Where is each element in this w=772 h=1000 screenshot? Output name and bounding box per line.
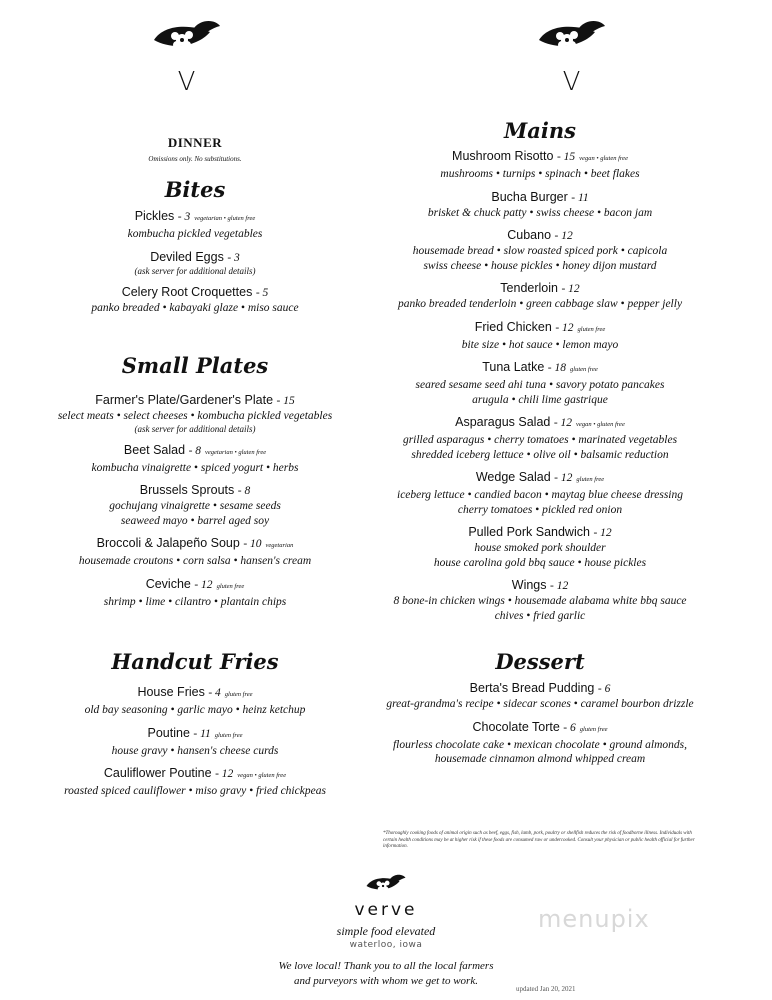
menu-item-price: - 6 bbox=[563, 721, 576, 734]
menu-item-name: Fried Chicken bbox=[474, 319, 552, 334]
menu-item bbox=[370, 189, 710, 221]
menu-item-price: - 3 bbox=[177, 211, 191, 223]
menu-item-heading bbox=[370, 227, 710, 244]
menu-item-heading bbox=[370, 319, 710, 338]
menu-item-price: - 11 bbox=[193, 727, 211, 740]
dietary-tags: vegan • gluten free bbox=[579, 155, 628, 162]
menu-item-price: - 11 bbox=[571, 191, 589, 204]
menu-item-name: Poutine bbox=[147, 725, 190, 740]
menu-item-price: - 12 bbox=[215, 768, 234, 780]
menu-item bbox=[20, 482, 370, 528]
dietary-tags: gluten free bbox=[577, 325, 606, 333]
menu-item-heading bbox=[370, 680, 710, 697]
bites-items bbox=[20, 208, 370, 315]
menu-item-price: - 3 bbox=[227, 251, 240, 264]
right-column bbox=[370, 118, 710, 774]
section-title-small-plates: Small Plates bbox=[121, 353, 269, 378]
menu-item-name: Chocolate Torte bbox=[472, 719, 560, 734]
menu-item-price: - 5 bbox=[255, 286, 269, 299]
menu-item-description: mushrooms • turnips • spinach • beet flakes bbox=[440, 168, 640, 180]
menu-item-price: - 10 bbox=[243, 538, 262, 550]
menu-item bbox=[370, 680, 710, 712]
menu-item bbox=[20, 392, 370, 435]
menu-item bbox=[20, 249, 370, 277]
menu-item-price: - 12 bbox=[555, 321, 574, 334]
menu-item-description: seared sesame seed ahi tuna • savory potato pancakes bbox=[415, 379, 665, 391]
menu-item-description: iceberg lettuce • candied bacon • maytag blue cheese dressing bbox=[397, 489, 683, 501]
dietary-tags: gluten free bbox=[214, 731, 243, 739]
menu-item-description: cherry tomatoes • pickled red onion bbox=[457, 503, 623, 516]
menu-item-description: house gravy • hansen's cheese curds bbox=[111, 744, 279, 757]
menu-item-heading bbox=[20, 765, 370, 784]
menu-item-heading bbox=[370, 148, 710, 167]
handcut-fries-section bbox=[20, 649, 370, 799]
menu-item-description: select meats • select cheeses • kombucha pickled vegetables bbox=[57, 410, 333, 422]
flower-leaf-icon bbox=[535, 18, 609, 62]
menu-item-price: - 4 bbox=[208, 687, 221, 699]
menu-item-name: Tenderloin bbox=[500, 281, 558, 295]
menu-item-description: grilled asparagus • cherry tomatoes • marinated vegetables bbox=[402, 434, 678, 446]
menu-item bbox=[20, 684, 370, 718]
menu-item-description: housemade croutons • corn salsa • hansen's cream bbox=[78, 555, 312, 567]
menu-item-description: swiss cheese • house pickles • honey dijon mustard bbox=[423, 259, 657, 272]
menu-item-description: house smoked pork shoulder bbox=[474, 542, 606, 554]
menu-item bbox=[370, 524, 710, 570]
dietary-tags: gluten free bbox=[576, 476, 605, 483]
menu-item-heading bbox=[20, 284, 370, 301]
menu-item-name: Farmer's Plate/Gardener's Plate bbox=[95, 393, 274, 407]
menu-item-heading bbox=[20, 725, 370, 744]
dietary-tags: vegetarian • gluten free bbox=[205, 448, 267, 456]
dietary-tags: vegan • gluten free bbox=[237, 772, 287, 779]
menu-item bbox=[370, 319, 710, 353]
menu-item-name: Deviled Eggs bbox=[150, 249, 224, 264]
menu-item-heading bbox=[370, 577, 710, 594]
dietary-tags: vegetarian bbox=[265, 542, 294, 549]
menu-item bbox=[20, 765, 370, 799]
menu-item bbox=[370, 148, 710, 182]
footer bbox=[236, 873, 536, 989]
menu-item-heading bbox=[370, 524, 710, 541]
menu-item-heading bbox=[20, 535, 370, 554]
menu-item-name: Celery Root Croquettes bbox=[121, 284, 253, 299]
menu-item-description: gochujang vinaigrette • sesame seeds bbox=[109, 500, 281, 512]
dessert-items bbox=[370, 680, 710, 767]
menu-item bbox=[20, 442, 370, 476]
menu-item-description: housemade bread • slow roasted spiced pork • capicola bbox=[412, 245, 668, 257]
menu-item-description: chives • fried garlic bbox=[494, 609, 586, 622]
bites-section bbox=[20, 177, 370, 315]
logo-left bbox=[150, 18, 224, 98]
menu-item-heading bbox=[370, 189, 710, 206]
menu-item-heading bbox=[370, 280, 710, 297]
menu-item-description: roasted spiced cauliflower • miso gravy • fried chickpeas bbox=[64, 785, 326, 797]
menu-item-price: - 12 bbox=[554, 472, 573, 484]
menu-item-name: Cauliflower Poutine bbox=[103, 766, 212, 780]
section-title-dessert: Dessert bbox=[495, 649, 585, 674]
thanks-line-1: We love local! Thank you to all the local farmers bbox=[278, 960, 494, 972]
menu-item-price: - 8 bbox=[237, 485, 251, 497]
menu-item-name: Asparagus Salad bbox=[455, 415, 551, 429]
menu-item-price: - 12 bbox=[593, 527, 612, 539]
menu-item-heading bbox=[370, 359, 710, 378]
menu-item-name: Pickles bbox=[134, 209, 175, 223]
menu-item-note: (ask server for additional details) bbox=[134, 265, 256, 276]
menu-item-name: Cubano bbox=[507, 228, 552, 242]
menu-item-heading bbox=[20, 576, 370, 595]
menu-item bbox=[20, 208, 370, 242]
menu-item-note: (ask server for additional details) bbox=[134, 423, 256, 434]
menu-item-heading bbox=[20, 392, 370, 409]
menu-item-heading bbox=[370, 414, 710, 433]
small-plates-items bbox=[20, 392, 370, 609]
dessert-section bbox=[370, 649, 710, 767]
menu-item-heading bbox=[20, 249, 370, 266]
menu-item-name: House Fries bbox=[137, 685, 205, 699]
menu-item-description: panko breaded tenderloin • green cabbage slaw • pepper jelly bbox=[397, 298, 683, 310]
updated-date: updated Jan 20, 2021 bbox=[516, 985, 576, 993]
menu-item-description: brisket & chuck patty • swiss cheese • bacon jam bbox=[427, 206, 653, 219]
menupix-watermark: menupix bbox=[538, 905, 650, 933]
menu-item bbox=[370, 280, 710, 312]
menu-item bbox=[20, 284, 370, 316]
mains-items bbox=[370, 148, 710, 623]
dietary-tags: gluten free bbox=[570, 366, 598, 373]
dietary-tags: vegetarian • gluten free bbox=[194, 215, 256, 222]
thanks-line-2: and purveyors with whom we get to work. bbox=[294, 975, 478, 987]
menu-item-name: Wings bbox=[511, 578, 547, 592]
dietary-tags: vegan • gluten free bbox=[576, 421, 625, 428]
menu-item-description: great-grandma's recipe • sidecar scones • caramel bourbon drizzle bbox=[386, 698, 694, 710]
menu-item-price: - 6 bbox=[597, 683, 611, 695]
menu-item-heading bbox=[370, 719, 710, 738]
menu-item-name: Brussels Sprouts bbox=[139, 483, 235, 497]
menu-item-description: old bay seasoning • garlic mayo • heinz ketchup bbox=[84, 704, 306, 716]
menu-item bbox=[370, 719, 710, 767]
menu-item-price: - 12 bbox=[554, 230, 573, 242]
menu-item-description: shrimp • lime • cilantro • plantain chips bbox=[103, 595, 287, 608]
handcut-fries-items bbox=[20, 684, 370, 799]
dinner-note: Omissions only. No substitutions. bbox=[148, 155, 242, 163]
menu-item-name: Wedge Salad bbox=[475, 470, 551, 484]
menu-item-price: - 12 bbox=[561, 283, 580, 295]
menu-item bbox=[20, 725, 370, 759]
menu-item bbox=[370, 414, 710, 462]
food-safety-disclaimer: *Thoroughly cooking foods of animal origin such as beef, eggs, fish, lamb, pork, poultry or shellfish reduces the risk of foodborne illness. Individuals with certain health conditions may be at higher risk if these foods are consumed raw or undercooked. Consult your physician or public health official for further information. bbox=[383, 831, 695, 849]
menu-item bbox=[370, 577, 710, 623]
menu-item-price: - 12 bbox=[194, 578, 213, 591]
menu-item-heading bbox=[20, 442, 370, 461]
menu-item-name: Pulled Pork Sandwich bbox=[468, 525, 590, 539]
left-column bbox=[20, 135, 370, 806]
menu-item-description: flourless chocolate cake • mexican chocolate • ground almonds, bbox=[392, 738, 688, 751]
menu-item-heading bbox=[20, 684, 370, 703]
tagline: simple food elevated bbox=[336, 924, 436, 938]
flower-leaf-icon bbox=[150, 18, 224, 62]
v-monogram: V bbox=[562, 67, 582, 97]
menu-item bbox=[370, 469, 710, 517]
menu-item-price: - 18 bbox=[547, 362, 567, 374]
section-title-handcut-fries: Handcut Fries bbox=[111, 649, 279, 674]
dietary-tags: gluten free bbox=[579, 725, 608, 733]
menu-item-name: Broccoli & Jalapeño Soup bbox=[96, 536, 240, 550]
logo-right bbox=[535, 18, 609, 98]
menu-item bbox=[20, 576, 370, 610]
menu-item-price: - 15 bbox=[556, 151, 576, 163]
menu-item-description: 8 bone-in chicken wings • housemade alabama white bbq sauce bbox=[393, 595, 687, 607]
menu-item-name: Beet Salad bbox=[123, 442, 186, 457]
menu-item-description: bite size • hot sauce • lemon mayo bbox=[461, 338, 619, 351]
menu-item-description: shredded iceberg lettuce • olive oil • balsamic reduction bbox=[411, 448, 669, 461]
flower-leaf-icon bbox=[361, 873, 411, 899]
mains-section bbox=[370, 118, 710, 623]
dinner-heading: DINNER bbox=[167, 135, 223, 150]
menu-item-description: kombucha vinaigrette • spiced yogurt • herbs bbox=[91, 461, 299, 474]
menu-item-description: arugula • chili lime gastrique bbox=[472, 393, 608, 406]
menu-item-name: Mushroom Risotto bbox=[452, 149, 554, 163]
menu-item-heading bbox=[370, 469, 710, 488]
dietary-tags: gluten free bbox=[216, 582, 245, 590]
menu-item-price: - 12 bbox=[553, 417, 573, 429]
menu-item bbox=[370, 227, 710, 273]
menu-item-description: house carolina gold bbq sauce • house pickles bbox=[433, 556, 647, 569]
menu-item bbox=[20, 535, 370, 569]
brand-name: verve bbox=[354, 900, 418, 920]
menu-item-name: Tuna Latke bbox=[482, 360, 545, 374]
menu-item-description: kombucha pickled vegetables bbox=[127, 228, 263, 240]
menu-item-heading bbox=[20, 208, 370, 227]
menu-item-description: panko breaded • kabayaki glaze • miso sauce bbox=[91, 301, 299, 314]
v-monogram: V bbox=[177, 67, 197, 97]
menu-item-name: Bucha Burger bbox=[491, 189, 568, 204]
dietary-tags: gluten free bbox=[224, 691, 253, 698]
menu-item-price: - 8 bbox=[188, 444, 202, 457]
menu-item-name: Ceviche bbox=[145, 576, 191, 591]
menu-item-price: - 12 bbox=[550, 580, 569, 592]
section-title-bites: Bites bbox=[164, 177, 226, 202]
small-plates-section bbox=[20, 353, 370, 609]
menu-item-name: Berta's Bread Pudding bbox=[469, 681, 595, 695]
menu-item-description: seaweed mayo • barrel aged soy bbox=[120, 514, 270, 527]
menu-item-description: housemade cinnamon almond whipped cream bbox=[434, 753, 646, 765]
menu-item-price: - 15 bbox=[276, 395, 295, 407]
section-title-mains: Mains bbox=[504, 118, 576, 143]
city-location: waterloo, iowa bbox=[349, 940, 423, 950]
menu-item-heading bbox=[20, 482, 370, 499]
menu-item bbox=[370, 359, 710, 407]
